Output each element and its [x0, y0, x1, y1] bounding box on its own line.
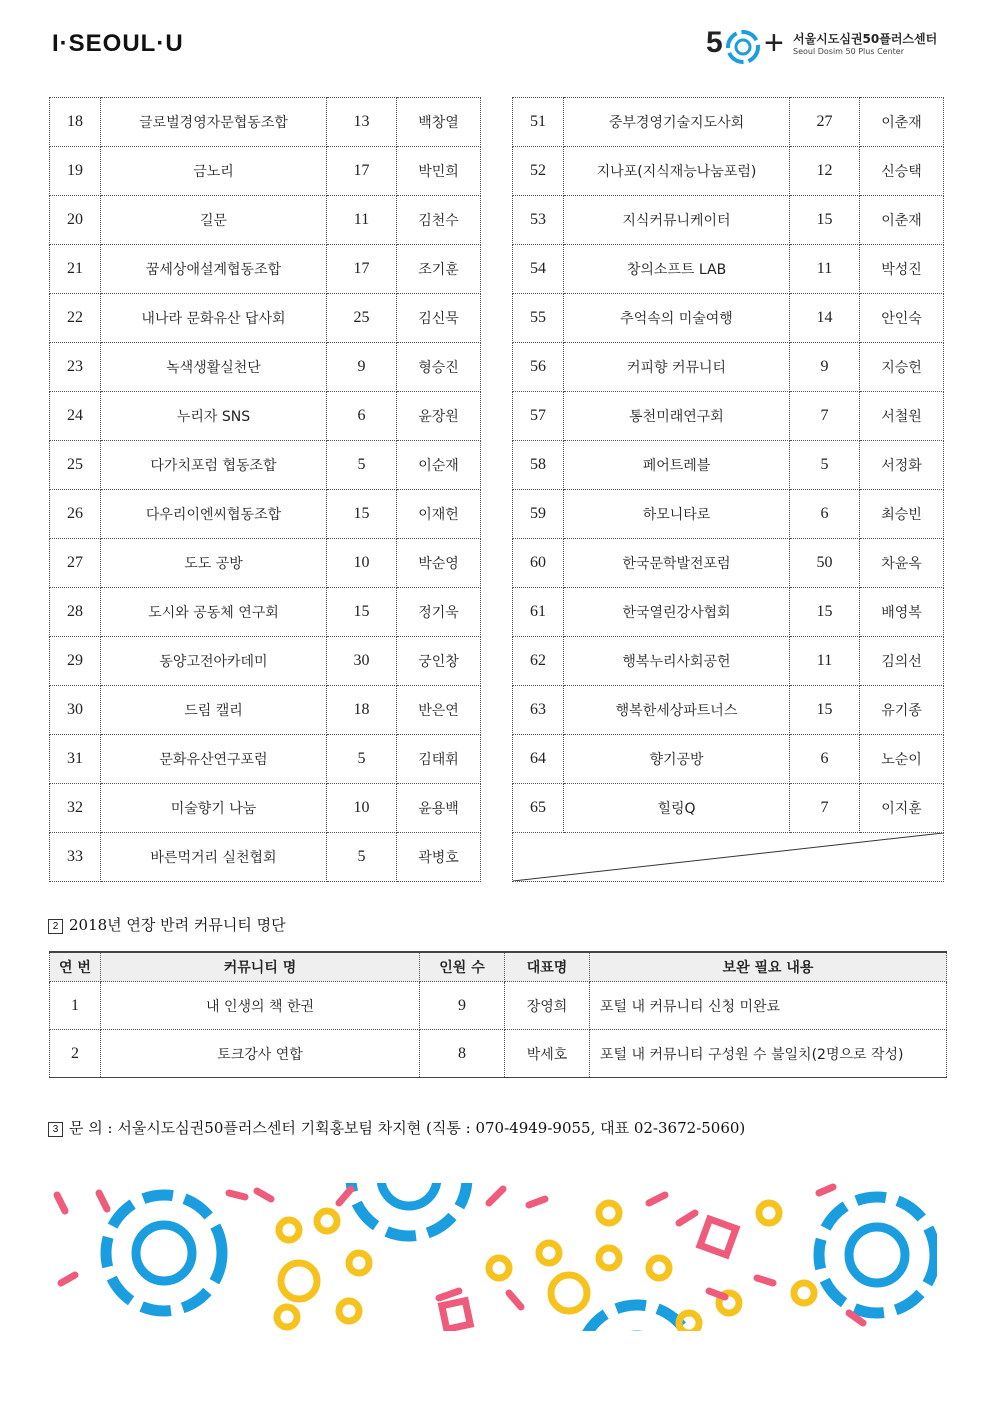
cell-member-count: 7	[790, 392, 860, 441]
cell-representative: 곽병호	[397, 833, 481, 882]
cell-community-name: 통천미래연구회	[564, 392, 790, 441]
cell-no: 20	[50, 196, 101, 245]
cell-representative: 장영희	[505, 982, 590, 1030]
table-row	[50, 784, 481, 833]
table-row	[50, 196, 481, 245]
table-row	[50, 245, 481, 294]
cell-community-name: 길문	[101, 196, 327, 245]
table-row	[513, 686, 944, 735]
table-row	[513, 490, 944, 539]
cell-member-count: 10	[327, 784, 397, 833]
cell-representative: 유기종	[860, 686, 944, 735]
cell-representative: 차윤옥	[860, 539, 944, 588]
cell-member-count: 18	[327, 686, 397, 735]
cell-no: 59	[513, 490, 564, 539]
cell-community-name: 지나포(지식재능나눔포럼)	[564, 147, 790, 196]
cell-community-name: 누리자 SNS	[101, 392, 327, 441]
section-marker: 2	[48, 919, 63, 934]
cell-member-count: 9	[327, 343, 397, 392]
table-row	[50, 686, 481, 735]
cell-community-name: 드림 캘리	[101, 686, 327, 735]
cell-no: 26	[50, 490, 101, 539]
cell-representative: 조기훈	[397, 245, 481, 294]
cell-community-name: 추억속의 미술여행	[564, 294, 790, 343]
cell-member-count: 11	[790, 637, 860, 686]
cell-community-name: 페어트레블	[564, 441, 790, 490]
cell-no: 29	[50, 637, 101, 686]
cell-community-name: 향기공방	[564, 735, 790, 784]
cell-representative: 노순이	[860, 735, 944, 784]
cell-no: 53	[513, 196, 564, 245]
empty-diagonal-cell	[513, 833, 944, 882]
col-header-no: 연 번	[50, 952, 101, 982]
table-header-row	[50, 952, 947, 982]
cell-representative: 박성진	[860, 245, 944, 294]
cell-member-count: 5	[790, 441, 860, 490]
cell-no: 22	[50, 294, 101, 343]
table-row	[50, 1030, 947, 1078]
members-table-left	[49, 97, 481, 882]
cell-no: 54	[513, 245, 564, 294]
table-row	[50, 735, 481, 784]
cell-community-name: 창의소프트 LAB	[564, 245, 790, 294]
cell-member-count: 8	[420, 1030, 505, 1078]
cell-community-name: 꿈세상애설계협동조합	[101, 245, 327, 294]
cell-community-name: 한국문학발전포럼	[564, 539, 790, 588]
cell-no: 1	[50, 982, 101, 1030]
cell-member-count: 14	[790, 294, 860, 343]
cell-no: 32	[50, 784, 101, 833]
cell-representative: 이춘재	[860, 98, 944, 147]
diagonal-line	[513, 833, 943, 881]
cell-member-count: 15	[790, 588, 860, 637]
cell-community-name: 다가치포럼 협동조합	[101, 441, 327, 490]
table-row	[513, 441, 944, 490]
cell-representative: 궁인창	[397, 637, 481, 686]
cell-no: 52	[513, 147, 564, 196]
cell-community-name: 녹색생활실천단	[101, 343, 327, 392]
table-row	[50, 833, 481, 882]
cell-community-name: 다우리이엔씨협동조합	[101, 490, 327, 539]
cell-representative: 김태휘	[397, 735, 481, 784]
cell-no: 60	[513, 539, 564, 588]
table-row	[50, 343, 481, 392]
cell-community-name: 하모니타로	[564, 490, 790, 539]
cell-community-name: 힐링Q	[564, 784, 790, 833]
table-row	[513, 784, 944, 833]
table-row	[513, 147, 944, 196]
cell-no: 18	[50, 98, 101, 147]
cell-community-name: 동양고전아카데미	[101, 637, 327, 686]
table-row	[50, 539, 481, 588]
cell-no: 24	[50, 392, 101, 441]
cell-member-count: 17	[327, 147, 397, 196]
logo-title: 서울시도심권50플러스센터	[793, 32, 938, 46]
cell-member-count: 15	[790, 686, 860, 735]
table-row	[50, 588, 481, 637]
cell-required-fix: 포털 내 커뮤니티 신청 미완료	[590, 982, 947, 1030]
table-row	[50, 147, 481, 196]
cell-representative: 김천수	[397, 196, 481, 245]
i-seoul-u-logo: I·SEOUL·U	[52, 30, 184, 57]
table-row	[513, 539, 944, 588]
cell-no: 56	[513, 343, 564, 392]
cell-representative: 박세호	[505, 1030, 590, 1078]
cell-member-count: 15	[790, 196, 860, 245]
cell-representative: 이재헌	[397, 490, 481, 539]
cell-member-count: 30	[327, 637, 397, 686]
cell-required-fix: 포털 내 커뮤니티 구성원 수 불일치(2명으로 작성)	[590, 1030, 947, 1078]
table-row	[50, 392, 481, 441]
cell-no: 65	[513, 784, 564, 833]
table-row	[513, 245, 944, 294]
cell-no: 63	[513, 686, 564, 735]
cell-representative: 서정화	[860, 441, 944, 490]
cell-representative: 윤장원	[397, 392, 481, 441]
table-row	[513, 392, 944, 441]
cell-community-name: 도시와 공동체 연구회	[101, 588, 327, 637]
col-header-count: 인원 수	[420, 952, 505, 982]
table-row	[513, 98, 944, 147]
cell-representative: 배영복	[860, 588, 944, 637]
cell-member-count: 15	[327, 588, 397, 637]
cell-member-count: 27	[790, 98, 860, 147]
cell-representative: 이지훈	[860, 784, 944, 833]
cell-no: 28	[50, 588, 101, 637]
section-2-heading	[48, 914, 286, 935]
logo-plus-glyph: +	[764, 24, 784, 62]
cell-representative: 서철원	[860, 392, 944, 441]
cell-community-name: 행복한세상파트너스	[564, 686, 790, 735]
cell-member-count: 15	[327, 490, 397, 539]
cell-no: 33	[50, 833, 101, 882]
cell-no: 21	[50, 245, 101, 294]
cell-representative: 윤용백	[397, 784, 481, 833]
cell-no: 57	[513, 392, 564, 441]
cell-representative: 안인숙	[860, 294, 944, 343]
cell-member-count: 7	[790, 784, 860, 833]
section-2-title: 2018년 연장 반려 커뮤니티 명단	[69, 916, 286, 934]
cell-no: 30	[50, 686, 101, 735]
pattern-illustration	[49, 1183, 937, 1331]
cell-no: 31	[50, 735, 101, 784]
cell-member-count: 10	[327, 539, 397, 588]
cell-member-count: 5	[327, 735, 397, 784]
cell-member-count: 12	[790, 147, 860, 196]
cell-representative: 형승진	[397, 343, 481, 392]
cell-representative: 김의선	[860, 637, 944, 686]
cell-community-name: 토크강사 연합	[101, 1030, 420, 1078]
cell-community-name: 행복누리사회공헌	[564, 637, 790, 686]
col-header-name: 커뮤니티 명	[101, 952, 420, 982]
logo-subtitle: Seoul Dosim 50 Plus Center	[793, 47, 904, 56]
table-row	[50, 637, 481, 686]
logo-five-glyph: 5	[706, 26, 723, 59]
table-row	[513, 637, 944, 686]
cell-community-name: 내 인생의 책 한권	[101, 982, 420, 1030]
table-row-empty	[513, 833, 944, 882]
cell-no: 58	[513, 441, 564, 490]
members-table-right	[512, 97, 944, 882]
table-row	[513, 735, 944, 784]
cell-community-name: 금노리	[101, 147, 327, 196]
cell-member-count: 25	[327, 294, 397, 343]
cell-no: 23	[50, 343, 101, 392]
section-marker: 3	[48, 1122, 63, 1137]
cell-community-name: 글로벌경영자문협동조합	[101, 98, 327, 147]
table-row	[513, 294, 944, 343]
table-row	[50, 490, 481, 539]
cell-member-count: 11	[790, 245, 860, 294]
table-row	[50, 441, 481, 490]
cell-representative: 백창열	[397, 98, 481, 147]
cell-no: 2	[50, 1030, 101, 1078]
cell-member-count: 5	[327, 441, 397, 490]
cell-member-count: 50	[790, 539, 860, 588]
cell-representative: 정기욱	[397, 588, 481, 637]
contact-text: 문 의 : 서울시도심권50플러스센터 기획홍보팀 차지현 (직통 : 070-4949-9055, 대표 02-3672-5060)	[69, 1119, 746, 1137]
cell-no: 55	[513, 294, 564, 343]
cell-no: 61	[513, 588, 564, 637]
cell-member-count: 11	[327, 196, 397, 245]
cell-member-count: 5	[327, 833, 397, 882]
cell-community-name: 미술향기 나눔	[101, 784, 327, 833]
cell-no: 64	[513, 735, 564, 784]
table-row	[513, 343, 944, 392]
logo-ring-icon	[724, 28, 762, 66]
cell-member-count: 9	[790, 343, 860, 392]
col-header-rep: 대표명	[505, 952, 590, 982]
cell-community-name: 도도 공방	[101, 539, 327, 588]
section-3-contact	[48, 1117, 745, 1138]
cell-member-count: 6	[790, 735, 860, 784]
cell-representative: 신승택	[860, 147, 944, 196]
cell-representative: 최승빈	[860, 490, 944, 539]
cell-no: 25	[50, 441, 101, 490]
table-row	[50, 294, 481, 343]
table-row	[50, 98, 481, 147]
cell-member-count: 13	[327, 98, 397, 147]
table-row	[513, 588, 944, 637]
cell-no: 62	[513, 637, 564, 686]
cell-representative: 김신묵	[397, 294, 481, 343]
cell-representative: 지승헌	[860, 343, 944, 392]
cell-no: 51	[513, 98, 564, 147]
cell-representative: 박순영	[397, 539, 481, 588]
cell-community-name: 바른먹거리 실천협회	[101, 833, 327, 882]
cell-no: 27	[50, 539, 101, 588]
cell-community-name: 커피향 커뮤니티	[564, 343, 790, 392]
cell-member-count: 6	[327, 392, 397, 441]
cell-representative: 반은연	[397, 686, 481, 735]
cell-representative: 이순재	[397, 441, 481, 490]
cell-representative: 이춘재	[860, 196, 944, 245]
decorative-pattern-banner	[49, 1183, 937, 1331]
cell-community-name: 한국열린강사협회	[564, 588, 790, 637]
cell-community-name: 중부경영기술지도사회	[564, 98, 790, 147]
cell-community-name: 지식커뮤니케이터	[564, 196, 790, 245]
cell-community-name: 내나라 문화유산 답사회	[101, 294, 327, 343]
cell-representative: 박민희	[397, 147, 481, 196]
rejected-communities-table	[49, 951, 947, 1078]
table-row	[513, 196, 944, 245]
cell-community-name: 문화유산연구포럼	[101, 735, 327, 784]
cell-member-count: 9	[420, 982, 505, 1030]
cell-no: 19	[50, 147, 101, 196]
cell-member-count: 17	[327, 245, 397, 294]
table-row	[50, 982, 947, 1030]
col-header-note: 보완 필요 내용	[590, 952, 947, 982]
cell-member-count: 6	[790, 490, 860, 539]
